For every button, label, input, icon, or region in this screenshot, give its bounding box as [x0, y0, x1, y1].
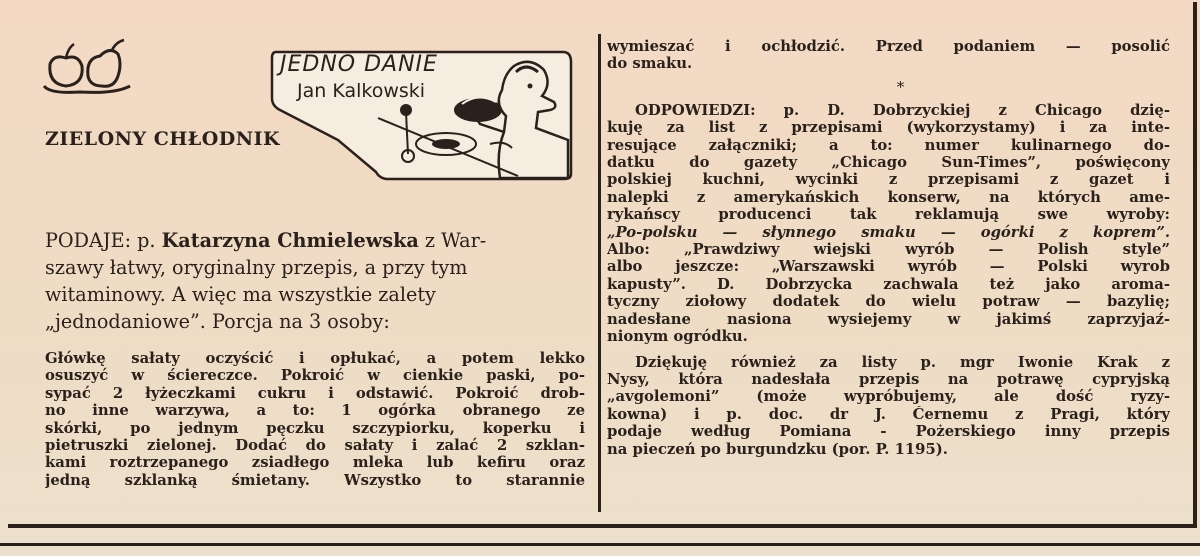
text-line: ODPOWIEDZI: p. D. Dobrzyckiej z Chicago dzię-	[635, 101, 1170, 119]
bottom-rule	[0, 543, 1200, 546]
text-line: jedną szklanką śmietany. Wszystko to starannie	[45, 471, 585, 489]
thanks-paragraph	[607, 354, 1170, 458]
recipe-title: ZIELONY CHŁODNIK	[45, 128, 281, 150]
text-line: pietruszki zielonej. Dodać do sałaty i zalać 2 szklan-	[45, 437, 585, 455]
text-line: sypać 2 łyżeczkami cukru i odstawić. Pokroić drob-	[45, 384, 585, 402]
text-line: nadesłane nasiona wysiejemy w jakimś zaprzyjaź-	[607, 310, 1170, 328]
text-line: rykańscy producenci tak reklamują swe wyroby:	[607, 206, 1170, 224]
lead-paragraph	[45, 227, 580, 335]
column-divider	[598, 34, 601, 512]
text-line: datku do gazety „Chicago Sun-Times”, poświęcony	[607, 154, 1170, 172]
text-line: nalepki z amerykańskich konserw, na których ame-	[607, 188, 1170, 206]
lead-line: „jednodaniowe”. Porcja na 3 osoby:	[45, 310, 390, 333]
text-line: resujące załączniki; a to: numer kulinarnego do-	[607, 136, 1170, 154]
text-line: tyczny ziołowy dodatek do wielu potraw — bazylię;	[607, 293, 1170, 311]
column-logo-title: JEDNO DANIE	[280, 52, 438, 77]
text-line: kuję za list z przepisami (wykorzystamy) i za inte-	[607, 119, 1170, 137]
answers-paragraph	[607, 102, 1170, 346]
section-separator-star: *	[896, 77, 905, 96]
contributor-name: Katarzyna Chmielewska	[161, 229, 419, 252]
text-line: „Po-polsku — słynnego smaku — ogórki z koprem”.	[607, 223, 1170, 241]
text-line: na pieczeń po burgundzku (por. P. 1195).	[607, 440, 948, 458]
text-line: wymieszać i ochłodzić. Przed podaniem — posolić	[607, 38, 1170, 55]
lead-line: witaminowy. A więc ma wszystkie zalety	[45, 283, 436, 306]
text-line: polskiej kuchni, wycinki z przepisami z gazet i	[607, 171, 1170, 189]
text-line: Albo: „Prawdziwy wiejski wyrób — Polish style”	[607, 241, 1170, 259]
text-line: osuszyć w ściereczce. Pokroić w cienkie paski, po-	[45, 367, 585, 385]
text-line: kapusty”. D. Dobrzycka zachwala też jako aroma-	[607, 275, 1170, 293]
text-line: nionym ogródku.	[607, 328, 748, 346]
fruit-illustration	[40, 36, 135, 98]
text-line: kowna) i p. doc. dr J. Černemu z Pragi, który	[607, 405, 1170, 423]
text-line: kami roztrzepanego zsiadłego mleka lub kefiru oraz	[45, 454, 585, 472]
recipe-instructions	[45, 350, 585, 489]
text-line: skórki, po jednym pęczku szczypiorku, koperku i	[45, 419, 585, 437]
lead-line: szawy łatwy, oryginalny przepis, a przy tym	[45, 256, 468, 279]
right-column	[607, 38, 1170, 458]
text-line: Główkę sałaty oczyścić i opłukać, a potem lekko	[45, 350, 585, 367]
text-line: podaje według Pomiana - Pożerskiego inny przepis	[607, 423, 1170, 441]
lead-line: PODAJE: p. Katarzyna Chmielewska z War-	[45, 229, 487, 252]
text-line: albo jeszcze: „Warszawski wyrób — Polski wyrob	[607, 258, 1170, 276]
column-author: Jan Kalkowski	[297, 80, 426, 102]
text-line: „avgolemoni” (może wypróbujemy, ale dość ryzy-	[607, 388, 1170, 406]
text-line: do smaku.	[607, 55, 693, 73]
text-line: Nysy, która nadesłała przepis na potrawę cypryjską	[607, 370, 1170, 388]
text-line: Dziękuję również za listy p. mgr Iwonie Krak z	[635, 353, 1170, 371]
text-line: no inne warzywa, a to: 1 ogórka obranego ze	[45, 402, 585, 420]
